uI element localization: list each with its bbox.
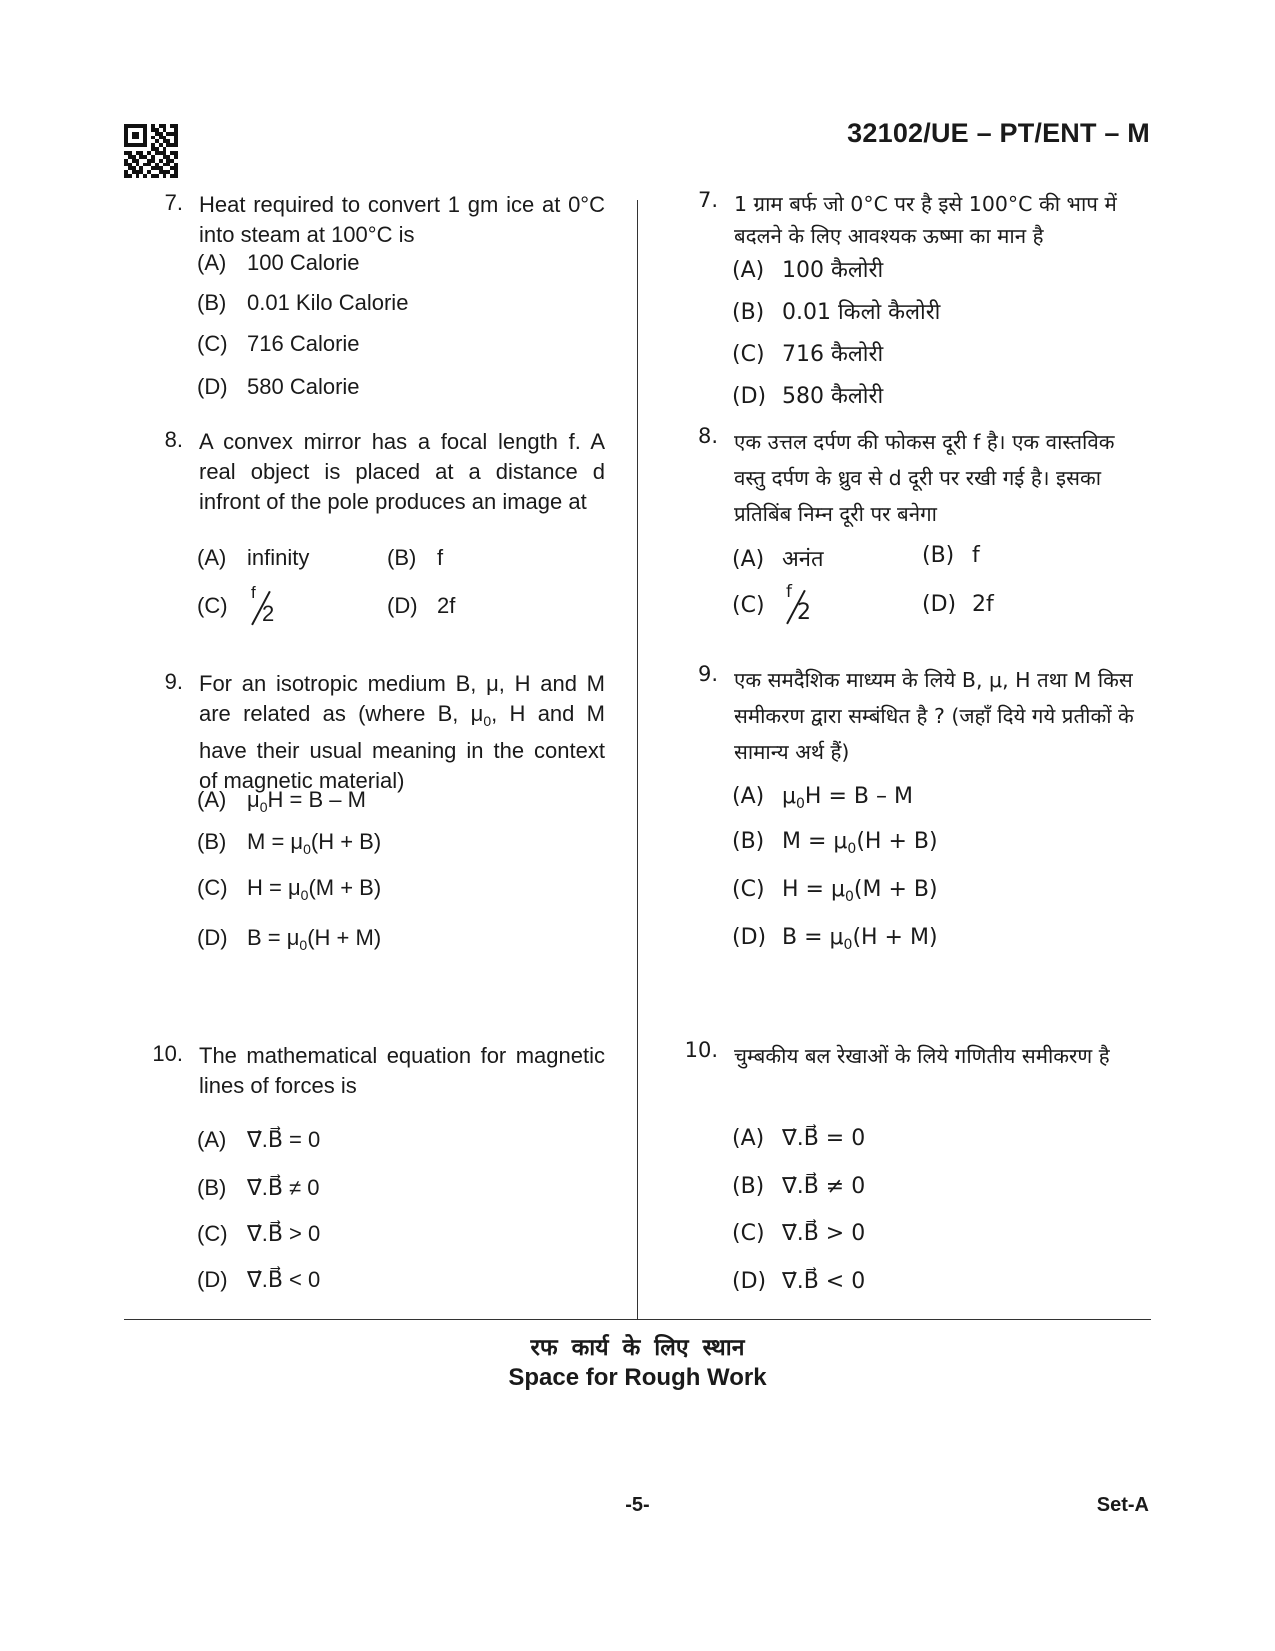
option-d: (D) 580 Calorie bbox=[197, 374, 360, 399]
question-number: 7. bbox=[164, 190, 183, 215]
question-text: चुम्बकीय बल रेखाओं के लिये गणितीय समीकरण है bbox=[734, 1044, 1110, 1068]
bottom-divider bbox=[124, 1319, 1151, 1320]
option-c: (C) $H = \mu_0(M + B)$ bbox=[197, 875, 382, 903]
fraction-f-over-2: f 2 bbox=[251, 583, 275, 626]
paper-code: 32102/UE – PT/ENT – M bbox=[847, 118, 1150, 148]
option-a: (A) infinity bbox=[197, 545, 310, 570]
option-d: (D) $B = \mu_0(H + M)$ bbox=[197, 925, 382, 953]
question-text: एक समदैशिक माध्यम के लिये B, μ, H तथा M किस समीकरण द्वारा सम्बंधित है ? (जहाँ दिये गये प्रतीकों के सामान्य अर्थ हैं) bbox=[734, 668, 1134, 764]
option-b: (B) ∇⃗.B⃗ ≠ 0 bbox=[197, 1175, 320, 1200]
question-number: 10. bbox=[684, 1038, 718, 1062]
option-a: (A) अनंत bbox=[732, 547, 824, 572]
fraction-f-over-2: f 2 bbox=[786, 582, 811, 625]
qr-code bbox=[124, 124, 178, 178]
option-c: (C) 716 कैलोरी bbox=[732, 342, 884, 367]
option-b: (B) 0.01 Kilo Calorie bbox=[197, 290, 409, 315]
rough-work-label-english: Space for Rough Work bbox=[508, 1364, 767, 1391]
question-number: 7. bbox=[697, 188, 718, 212]
question-number: 10. bbox=[152, 1041, 183, 1066]
question-text: Heat required to convert 1 gm ice at 0°C into steam at 100°C is bbox=[199, 192, 605, 247]
question-text: The mathematical equation for magnetic lines of forces is bbox=[199, 1043, 605, 1098]
option-d: (D) ∇⃗.B⃗ < 0 bbox=[197, 1267, 321, 1292]
option-b: (B) $M = \mu_0(H + B)$ bbox=[197, 829, 382, 857]
option-c: (C) f 2 bbox=[732, 582, 811, 625]
option-a: (A) $\mu_0H = B - M$ bbox=[732, 784, 913, 812]
option-b: (B) 0.01 किलो कैलोरी bbox=[732, 300, 941, 325]
option-d: (D) 2f bbox=[922, 592, 994, 617]
option-c: (C) f 2 bbox=[197, 587, 277, 627]
option-b: (B) ∇⃗.B⃗ ≠ 0 bbox=[732, 1174, 866, 1199]
option-c: (C) ∇⃗.B⃗ > 0 bbox=[732, 1221, 866, 1246]
question-text: 1 ग्राम बर्फ जो 0°C पर है इसे 100°C की भाप में बदलने के लिए आवश्यक ऊष्मा का मान है bbox=[734, 192, 1117, 248]
option-d: (D) ∇⃗.B⃗ < 0 bbox=[732, 1269, 866, 1294]
question-number: 8. bbox=[697, 424, 718, 448]
question-number: 9. bbox=[164, 669, 183, 694]
option-d: (D) 580 कैलोरी bbox=[732, 384, 884, 409]
question-text: For an isotropic medium B, μ, H and M are related as (where B, $\mu_0$, H and M have their usual meaning in the context of magnetic material) bbox=[199, 671, 605, 793]
option-a: (A) ∇⃗.B⃗ = 0 bbox=[732, 1126, 866, 1151]
option-c: (C) ∇⃗.B⃗ > 0 bbox=[197, 1221, 321, 1246]
column-divider bbox=[637, 200, 638, 1320]
question-text: एक उत्तल दर्पण की फोकस दूरी f है। एक वास्तविक वस्तु दर्पण के ध्रुव से d दूरी पर रखी गई है। इसका प्रतिबिंब निम्न दूरी पर बनेगा bbox=[734, 430, 1115, 526]
option-b: (B) $M = \mu_0(H + B)$ bbox=[732, 829, 938, 857]
option-c: (C) $H = \mu_0(M + B)$ bbox=[732, 877, 938, 905]
option-b: (B) f bbox=[922, 543, 980, 568]
page-number: -5- bbox=[625, 1494, 650, 1516]
question-number: 9. bbox=[697, 662, 718, 686]
rough-work-label-hindi: रफ कार्य के लिए स्थान bbox=[530, 1335, 745, 1361]
option-b: (B) f bbox=[387, 545, 444, 570]
question-text: A convex mirror has a focal length f. A real object is placed at a distance d infront of the pole produces an image at bbox=[199, 429, 605, 514]
option-a: (A) 100 कैलोरी bbox=[732, 258, 884, 283]
option-a: (A) ∇⃗.B⃗ = 0 bbox=[197, 1127, 321, 1152]
set-label: Set-A bbox=[1096, 1494, 1149, 1516]
option-a: (A) 100 Calorie bbox=[197, 250, 360, 275]
option-a: (A) $\mu_0H = B - M$ bbox=[197, 787, 366, 815]
option-d: (D) 2f bbox=[387, 593, 456, 618]
option-d: (D) $B = \mu_0(H + M)$ bbox=[732, 925, 938, 953]
option-c: (C) 716 Calorie bbox=[197, 331, 360, 356]
question-number: 8. bbox=[164, 427, 183, 452]
